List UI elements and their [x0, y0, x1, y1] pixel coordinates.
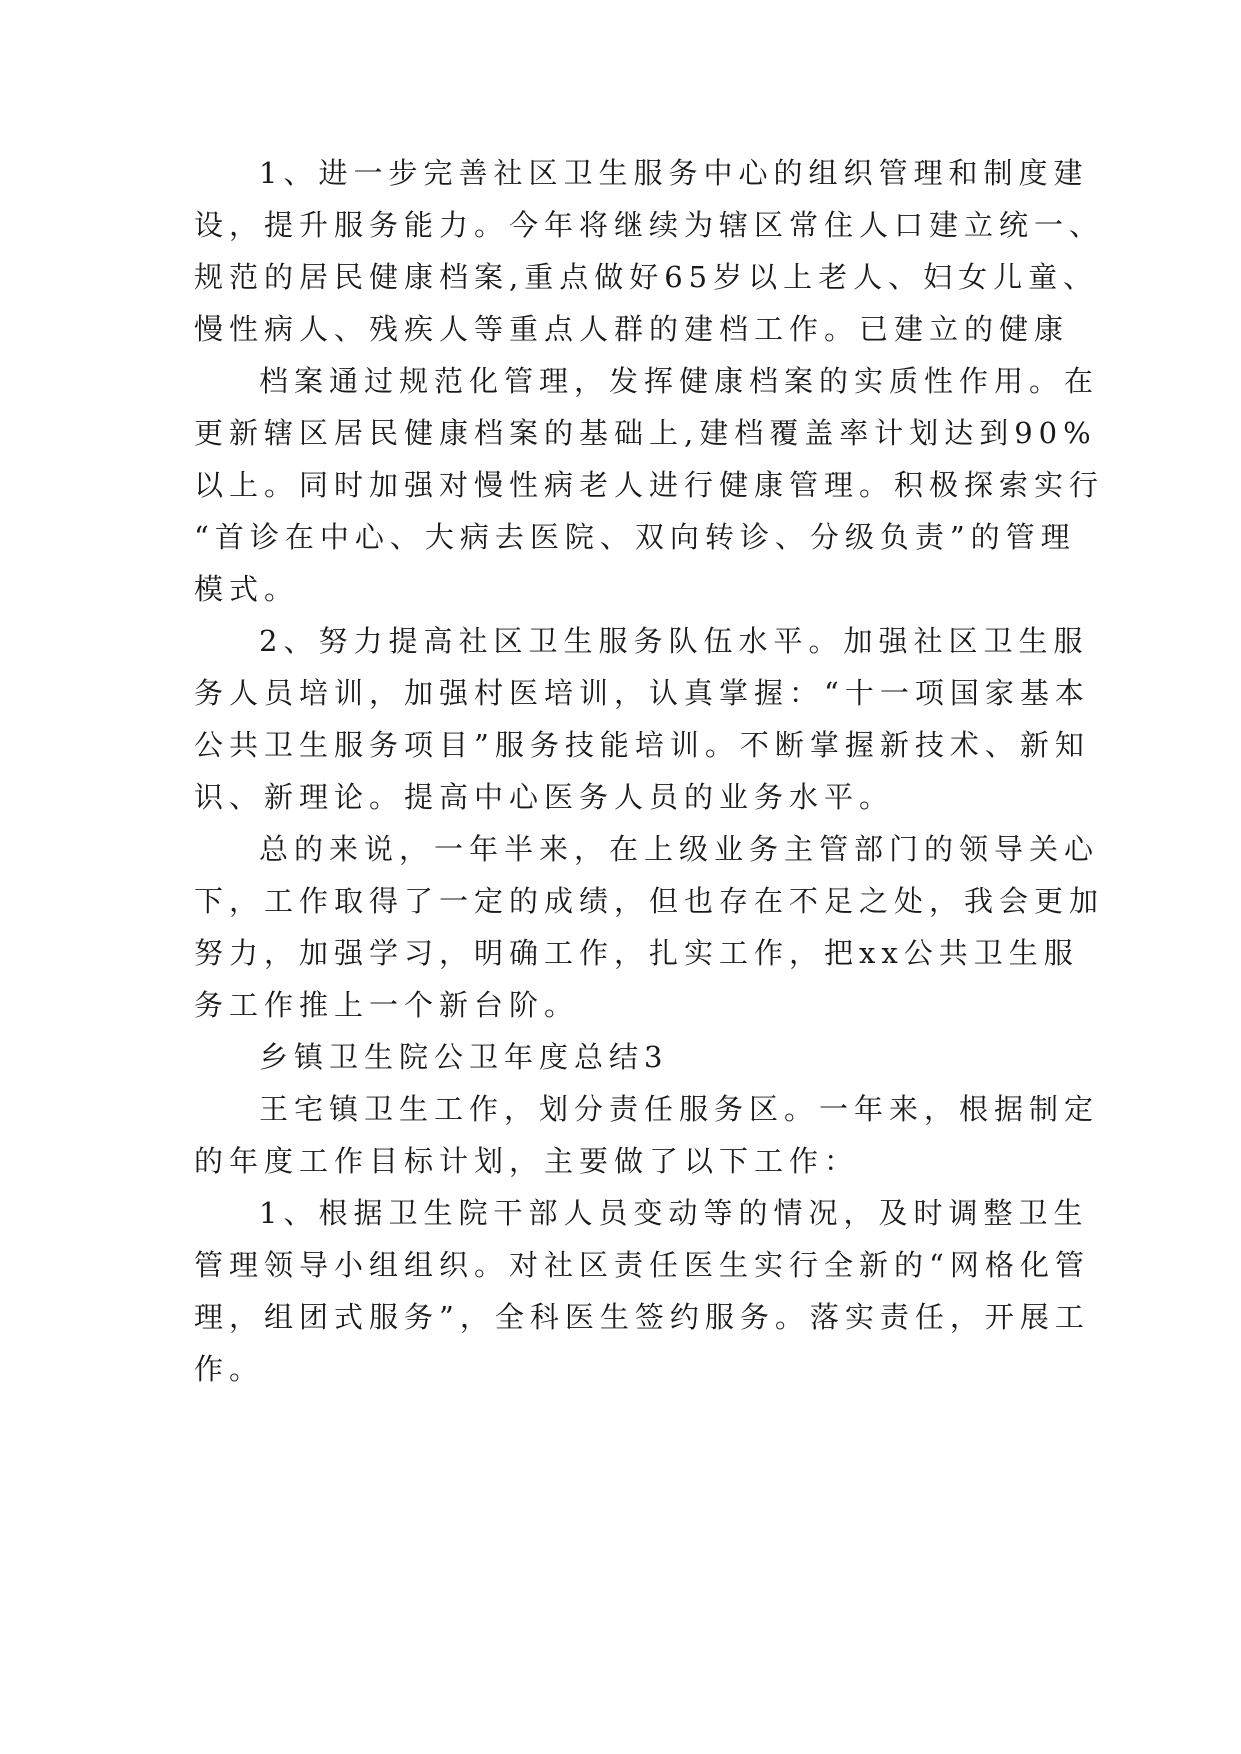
text-line: 作。: [194, 1352, 265, 1386]
text-line: 努力，加强学习，明确工作，扎实工作，把xx公共卫生服: [194, 936, 1079, 970]
text-line: 2、努力提高社区卫生服务队伍水平。加强社区卫生服: [259, 624, 1089, 658]
text-line: 务人员培训，加强村医培训，认真掌握：“十一项国家基本: [194, 676, 1090, 710]
text-line: 理，组团式服务”，全科医生签约服务。落实责任，开展工: [194, 1300, 1090, 1334]
text-line: 规范的居民健康档案,重点做好65岁以上老人、妇女儿童、: [194, 260, 1099, 294]
text-line: 档案通过规范化管理，发挥健康档案的实质性作用。在: [259, 364, 1100, 398]
text-line: 识、新理论。提高中心医务人员的业务水平。: [194, 780, 895, 814]
section-heading: 乡镇卫生院公卫年度总结3: [259, 1040, 669, 1074]
text-line: 公共卫生服务项目”服务技能培训。不断掌握新技术、新知: [194, 728, 1090, 762]
text-line: 以上。同时加强对慢性病老人进行健康管理。积极探索实行: [194, 468, 1105, 502]
text-line: 下，工作取得了一定的成绩，但也存在不足之处，我会更加: [194, 884, 1105, 918]
text-line: 1、进一步完善社区卫生服务中心的组织管理和制度建: [259, 156, 1089, 190]
text-line: 的年度工作目标计划，主要做了以下工作：: [194, 1144, 860, 1178]
text-line: 更新辖区居民健康档案的基础上,建档覆盖率计划达到90%: [194, 416, 1097, 450]
text-line: 总的来说，一年半来，在上级业务主管部门的领导关心: [259, 832, 1100, 866]
text-line: 慢性病人、残疾人等重点人群的建档工作。已建立的健康: [194, 312, 1070, 346]
text-line: 设，提升服务能力。今年将继续为辖区常住人口建立统一、: [194, 208, 1105, 242]
text-line: 1、根据卫生院干部人员变动等的情况，及时调整卫生: [259, 1196, 1089, 1230]
text-line: 管理领导小组组织。对社区责任医生实行全新的“网格化管: [194, 1248, 1090, 1282]
text-line: 模式。: [194, 572, 300, 606]
text-line: “首诊在中心、大病去医院、双向转诊、分级负责”的管理: [194, 520, 1076, 554]
text-line: 务工作推上一个新台阶。: [194, 988, 580, 1022]
text-line: 王宅镇卫生工作，划分责任服务区。一年来，根据制定: [259, 1092, 1100, 1126]
